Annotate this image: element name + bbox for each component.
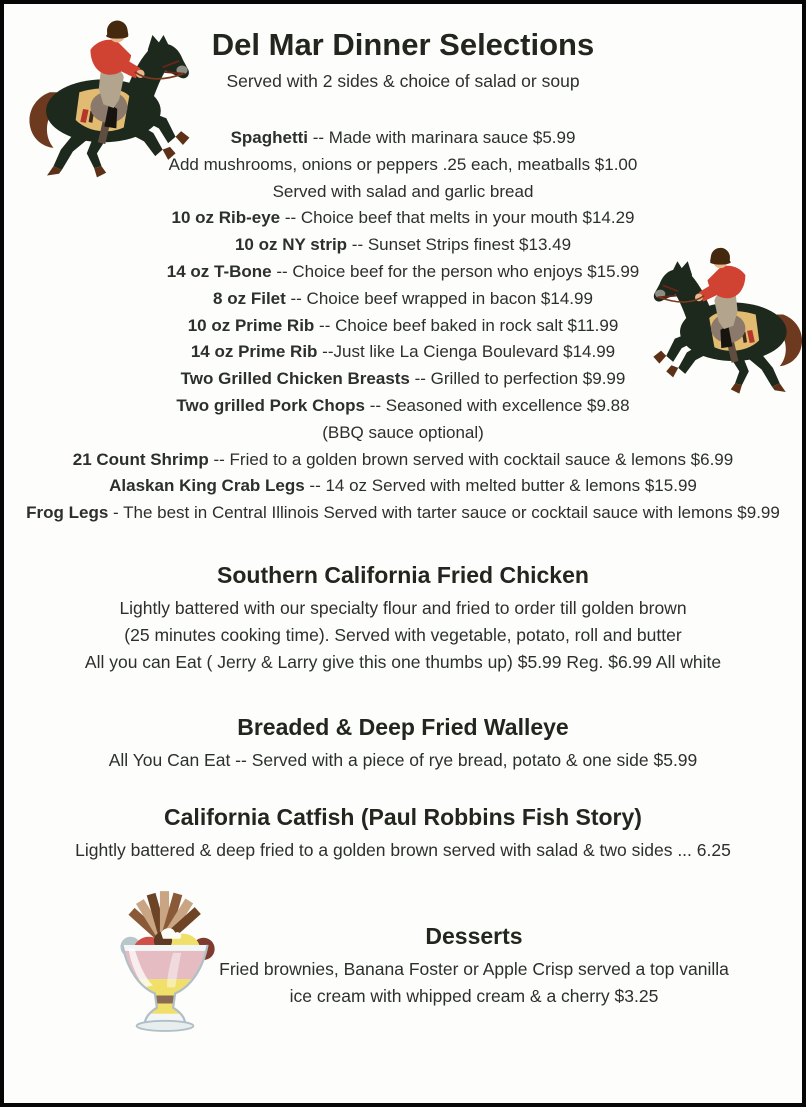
- menu-item-name: Frog Legs: [26, 503, 109, 523]
- menu-item-line: [4, 366, 802, 393]
- section-lines: [146, 956, 802, 1010]
- menu-item-description: Served with salad and garlic bread: [272, 181, 534, 201]
- menu-item-line: [4, 447, 802, 474]
- section-southern-california-fried-chicken: [4, 560, 802, 676]
- menu-item-description: -- Seasoned with excellence $9.88: [364, 395, 630, 415]
- menu-item-description: -- Choice beef baked in rock salt $11.99: [314, 315, 619, 335]
- menu-item-line: [4, 205, 802, 232]
- section-line: Fried brownies, Banana Foster or Apple Crisp served a top vanilla: [219, 958, 729, 979]
- menu-item-description: -- Fried to a golden brown served with cocktail sauce & lemons $6.99: [208, 449, 734, 469]
- menu-item-line: [4, 259, 802, 286]
- menu-item-name: 14 oz T-Bone: [166, 261, 272, 281]
- menu-item-description: -- 14 oz Served with melted butter & lemons $15.99: [304, 476, 697, 496]
- dinner-item-list: [4, 125, 802, 527]
- menu-item-name: 8 oz Filet: [213, 288, 286, 308]
- menu-item-description: -- Made with marinara sauce $5.99: [308, 128, 576, 147]
- menu-item-name: Two grilled Pork Chops: [176, 395, 365, 415]
- menu-item-line: [4, 179, 802, 206]
- menu-item-description: -- Choice beef that melts in your mouth $14.29: [280, 208, 635, 228]
- section-desserts: [4, 921, 802, 1010]
- menu-item-line: [4, 393, 802, 420]
- section-line: (25 minutes cooking time). Served with vegetable, potato, roll and butter: [124, 624, 682, 645]
- menu-item-name: 10 oz Prime Rib: [187, 315, 315, 335]
- section-heading: Breaded & Deep Fried Walleye: [237, 713, 569, 740]
- menu-content: [4, 4, 802, 1010]
- section-line: All You Can Eat -- Served with a piece of rye bread, potato & one side $5.99: [108, 749, 698, 770]
- menu-item-line: [4, 473, 802, 500]
- menu-item-description: -- Choice beef wrapped in bacon $14.99: [285, 288, 593, 308]
- menu-item-description: (BBQ sauce optional): [322, 422, 484, 442]
- menu-item-description: Add mushrooms, onions or peppers .25 each, meatballs $1.00: [168, 154, 638, 174]
- section-breaded-deep-fried-walleye: [4, 712, 802, 774]
- menu-item-line: [4, 500, 802, 527]
- page-title: Del Mar Dinner Selections: [211, 27, 595, 62]
- menu-item-line: [4, 125, 802, 152]
- menu-item-name: 14 oz Prime Rib: [190, 342, 318, 362]
- menu-item-name: 21 Count Shrimp: [72, 449, 209, 469]
- section-lines: [4, 837, 802, 864]
- section-california-catfish: [4, 802, 802, 864]
- page-subtitle: Served with 2 sides & choice of salad or soup: [226, 71, 580, 91]
- section-lines: [4, 595, 802, 676]
- menu-item-name: 10 oz NY strip: [234, 235, 348, 255]
- menu-item-description: - The best in Central Illinois Served with tarter sauce or cocktail sauce with lemons $9.99: [108, 503, 780, 523]
- menu-item-name: 10 oz Rib-eye: [171, 208, 281, 228]
- menu-item-name: Two Grilled Chicken Breasts: [180, 369, 410, 389]
- section-heading: Southern California Fried Chicken: [217, 561, 589, 588]
- menu-item-line: [4, 339, 802, 366]
- menu-item-description: -- Grilled to perfection $9.99: [409, 369, 626, 389]
- section-line: Lightly battered & deep fried to a golden brown served with salad & two sides ... 6.25: [75, 839, 731, 860]
- menu-item-name: Spaghetti: [230, 128, 309, 147]
- menu-item-line: [4, 152, 802, 179]
- section-lines: [4, 747, 802, 774]
- menu-item-line: [4, 232, 802, 259]
- section-line: ice cream with whipped cream & a cherry $3.25: [289, 985, 659, 1006]
- menu-item-description: -- Sunset Strips finest $13.49: [347, 235, 572, 255]
- section-line: Lightly battered with our specialty flour and fried to order till golden brown: [119, 597, 687, 618]
- section-heading: California Catfish (Paul Robbins Fish Story): [164, 803, 642, 830]
- menu-item-line: [4, 420, 802, 447]
- section-heading: Desserts: [425, 922, 523, 949]
- menu-item-line: [4, 313, 802, 340]
- section-line: All you can Eat ( Jerry & Larry give this one thumbs up) $5.99 Reg. $6.99 All white: [84, 651, 722, 672]
- menu-item-description: -- Choice beef for the person who enjoys $15.99: [271, 261, 640, 281]
- menu-item-name: Alaskan King Crab Legs: [109, 476, 305, 496]
- menu-item-line: [4, 286, 802, 313]
- menu-item-description: --Just like La Cienga Boulevard $14.99: [317, 342, 616, 362]
